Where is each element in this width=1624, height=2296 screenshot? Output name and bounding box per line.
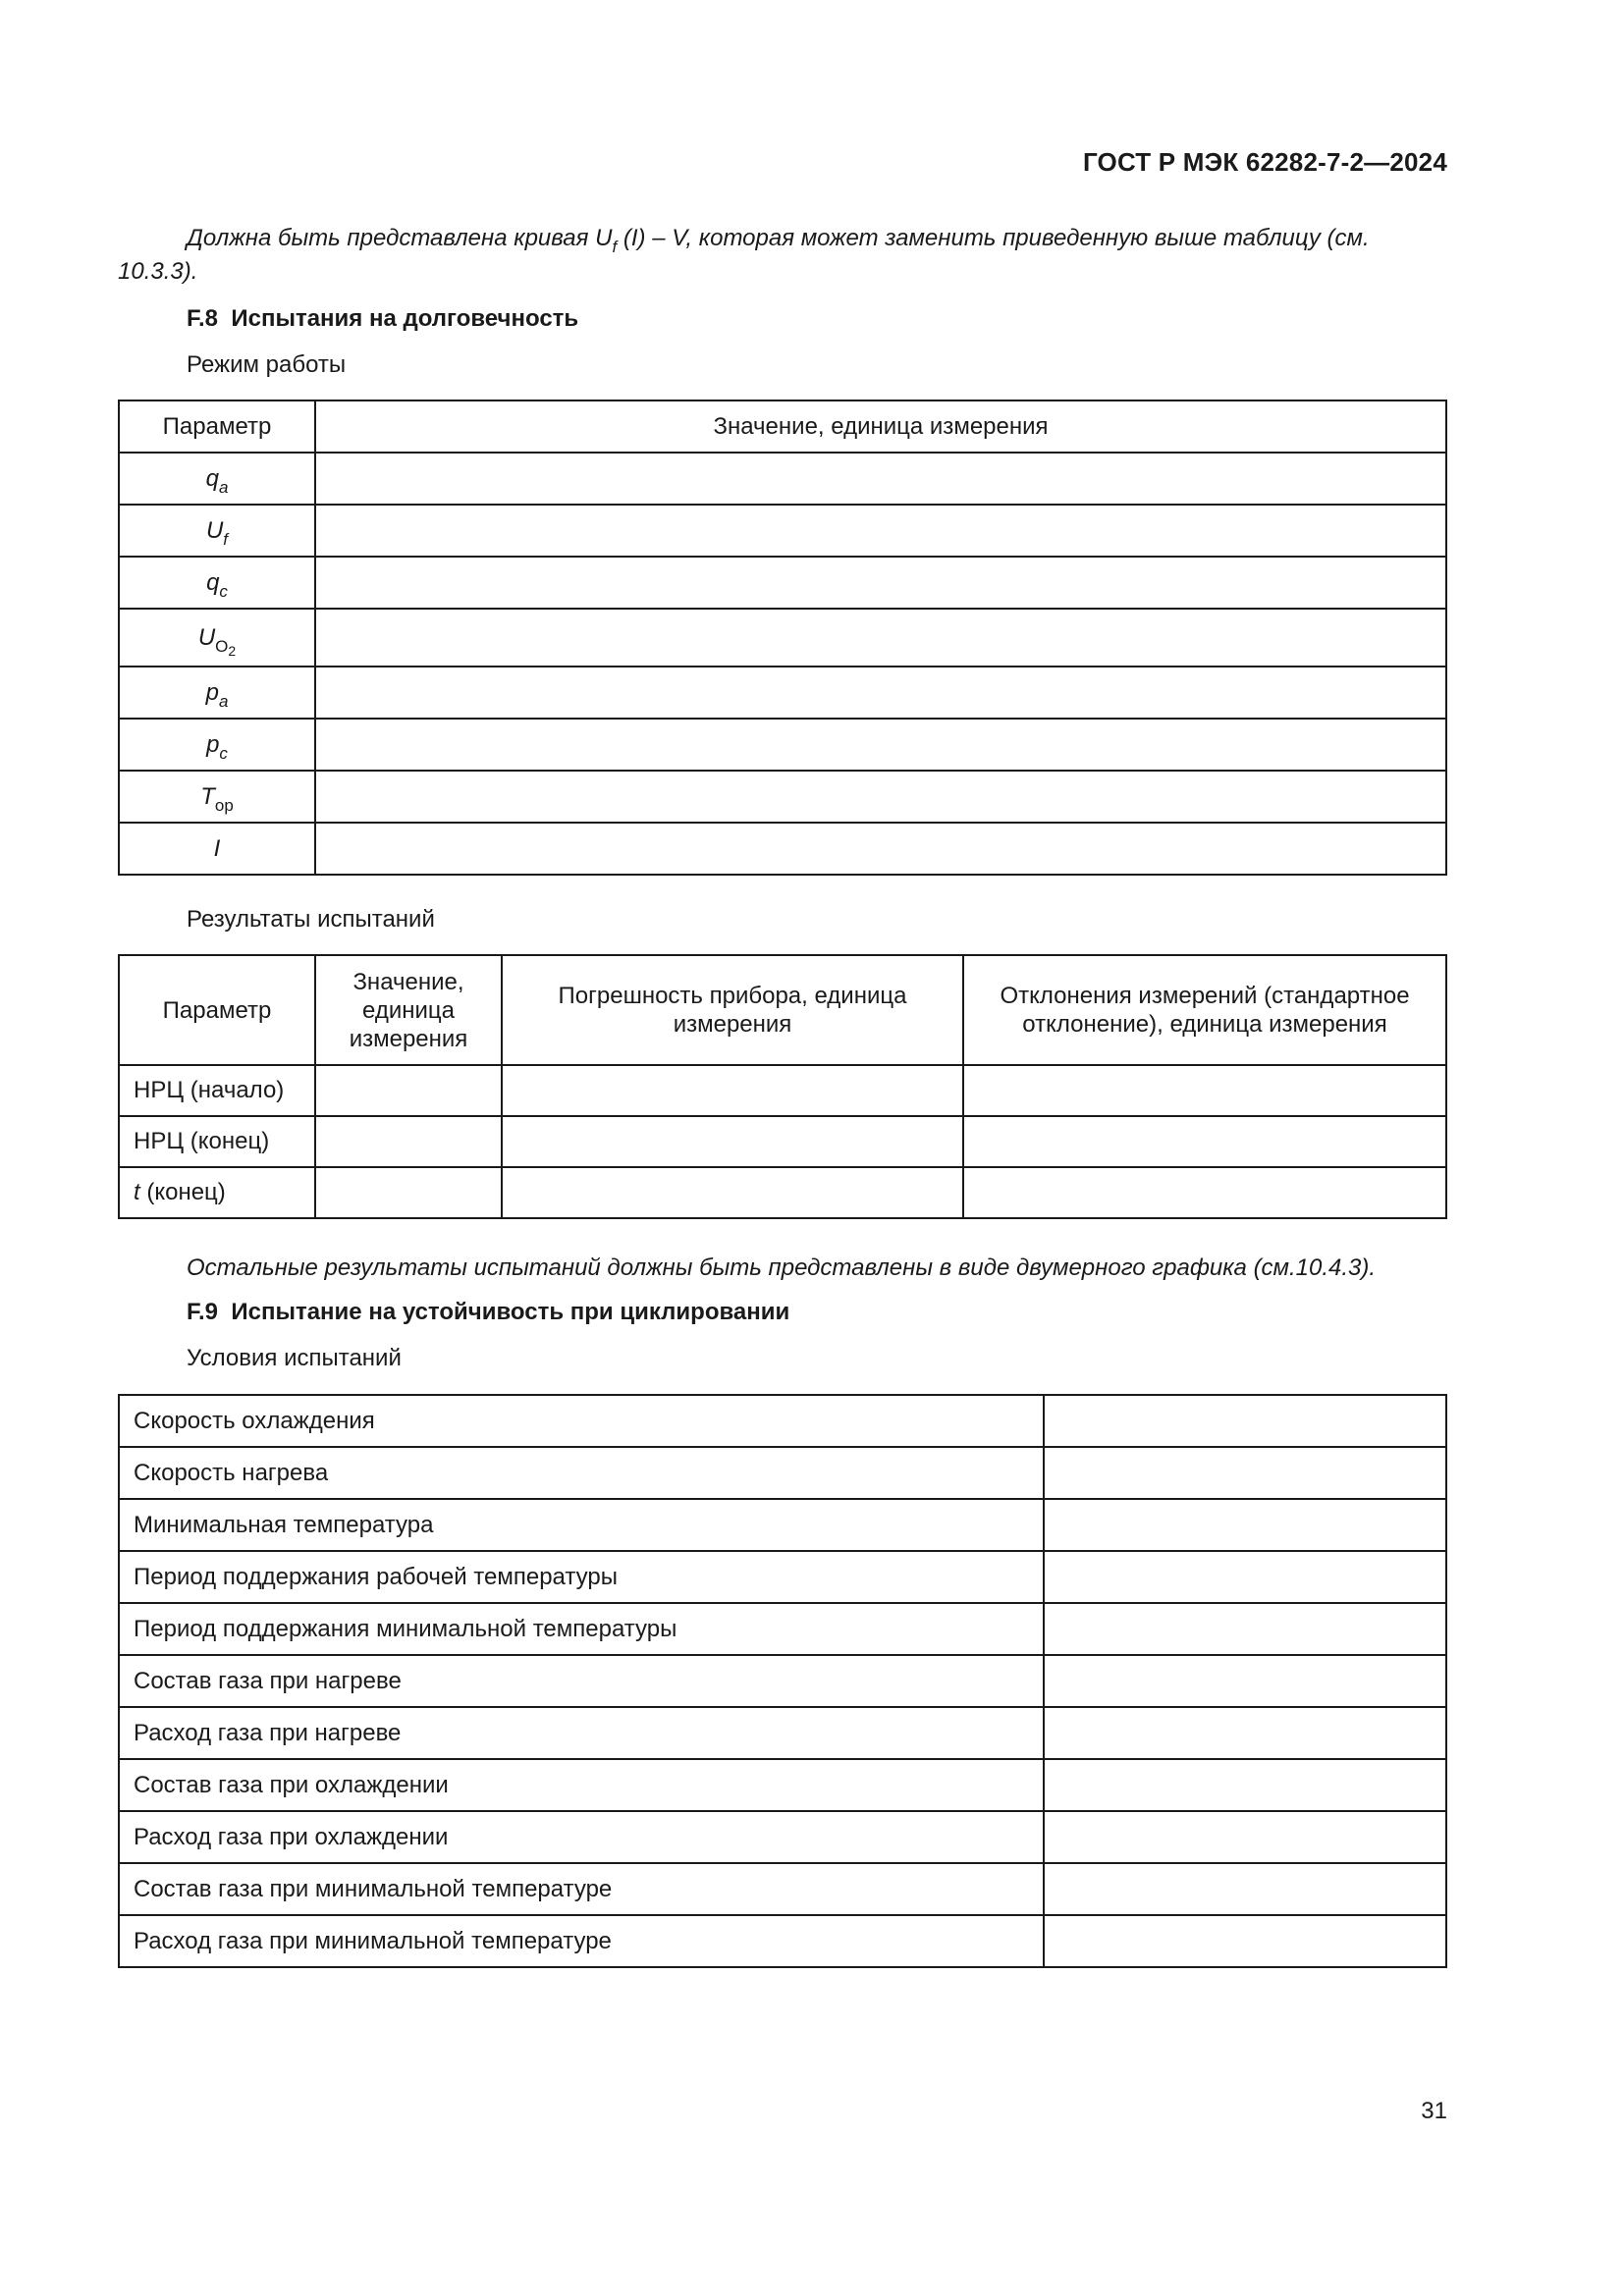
table-row (119, 1551, 1446, 1603)
condition-value (1044, 1759, 1446, 1811)
parameter-italic: t (134, 1179, 140, 1205)
column-header: Параметр (119, 400, 315, 453)
condition-value (1044, 1655, 1446, 1707)
condition-label: Скорость нагрева (119, 1447, 1044, 1499)
condition-label: Состав газа при охлаждении (119, 1759, 1044, 1811)
condition-label: Скорость охлаждения (119, 1395, 1044, 1447)
page-number: 31 (1421, 2098, 1447, 2124)
error-cell (502, 1167, 963, 1218)
condition-label: Расход газа при охлаждении (119, 1811, 1044, 1863)
condition-label: Состав газа при минимальной температуре (119, 1863, 1044, 1915)
section-number: F.8 (187, 305, 219, 332)
parameter-symbol (119, 505, 315, 557)
value-cell (315, 1167, 502, 1218)
section-number: F.9 (187, 1299, 219, 1325)
condition-value (1044, 1395, 1446, 1447)
condition-value (1044, 1811, 1446, 1863)
table-row (119, 557, 1446, 609)
parameter-symbol (119, 609, 315, 667)
parameter-text: НРЦ (конец) (134, 1128, 270, 1154)
table-row (119, 1116, 1446, 1167)
test-conditions-table (118, 1394, 1447, 1968)
condition-label: Период поддержания рабочей температуры (119, 1551, 1044, 1603)
column-header: Значение, единица измерения (315, 955, 502, 1065)
symbol-main: T (200, 782, 215, 810)
symbol-main: I (213, 834, 221, 862)
results-note: Остальные результаты испытаний должны быть представлены в виде двумерного графика (см.10.4.3). (187, 1255, 1377, 1281)
parameter-text: НРЦ (начало) (134, 1077, 285, 1103)
error-cell (502, 1116, 963, 1167)
standard-header: ГОСТ Р МЭК 62282-7-2—2024 (1082, 147, 1447, 177)
condition-value (1044, 1551, 1446, 1603)
symbol-main: U (197, 623, 216, 651)
table-row (119, 1167, 1446, 1218)
intro-paragraph (118, 222, 1448, 289)
column-header: Значение, единица измерения (315, 400, 1446, 453)
symbol-subscript: op (214, 795, 234, 815)
deviation-cell (963, 1167, 1446, 1218)
condition-value (1044, 1915, 1446, 1967)
value-cell (315, 609, 1446, 667)
symbol-main: p (206, 730, 220, 758)
parameter-symbol (119, 667, 315, 719)
intro-text-2: ( (617, 225, 631, 251)
parameter-cell (119, 1167, 315, 1218)
table-row (119, 1811, 1446, 1863)
table-row (119, 1707, 1446, 1759)
symbol-subscript: c (219, 743, 228, 763)
operating-mode-table (118, 400, 1447, 876)
symbol-main: p (205, 678, 219, 706)
parameter-symbol (119, 771, 315, 823)
table-row (119, 1447, 1446, 1499)
column-header: Отклонения измерений (стандартное отклонение), единица измерения (963, 955, 1446, 1065)
table-row (119, 719, 1446, 771)
value-cell (315, 1116, 502, 1167)
condition-value (1044, 1499, 1446, 1551)
parameter-symbol (119, 823, 315, 875)
table-header-row (119, 955, 1446, 1065)
condition-label: Расход газа при минимальной температуре (119, 1915, 1044, 1967)
results-label: Результаты испытаний (187, 906, 435, 933)
table-row (119, 1499, 1446, 1551)
parameter-symbol (119, 453, 315, 505)
section-f8-heading (187, 305, 578, 333)
mode-label: Режим работы (187, 351, 347, 378)
value-cell (315, 1065, 502, 1116)
value-cell (315, 771, 1446, 823)
section-f9-heading (187, 1299, 789, 1326)
value-cell (315, 667, 1446, 719)
intro-symbol-sub: f (612, 238, 618, 256)
parameter-symbol (119, 719, 315, 771)
parameter-symbol (119, 557, 315, 609)
parameter-text: (конец) (139, 1179, 226, 1205)
table-row (119, 1759, 1446, 1811)
value-cell (315, 505, 1446, 557)
test-results-table (118, 954, 1447, 1219)
intro-symbol-u: U (595, 225, 613, 251)
column-header: Погрешность прибора, единица измерения (502, 955, 963, 1065)
condition-label: Расход газа при нагреве (119, 1707, 1044, 1759)
deviation-cell (963, 1116, 1446, 1167)
condition-value (1044, 1863, 1446, 1915)
table-row (119, 1065, 1446, 1116)
table-row (119, 667, 1446, 719)
table-row (119, 453, 1446, 505)
symbol-main: q (205, 464, 219, 492)
symbol-subscript (215, 636, 237, 659)
symbol-subscript: a (218, 691, 229, 711)
condition-label: Состав газа при нагреве (119, 1655, 1044, 1707)
condition-label: Минимальная температура (119, 1499, 1044, 1551)
table-row (119, 1395, 1446, 1447)
symbol-main: q (206, 568, 220, 596)
table-row (119, 609, 1446, 667)
intro-symbol-i: I (630, 225, 638, 251)
section-title: Испытания на долговечность (231, 305, 579, 332)
parameter-cell (119, 1065, 315, 1116)
symbol-subscript-letter: O (215, 636, 229, 656)
condition-value (1044, 1603, 1446, 1655)
symbol-subscript: c (219, 581, 228, 601)
column-header: Параметр (119, 955, 315, 1065)
symbol-subscript: f (223, 529, 229, 549)
parameter-cell (119, 1116, 315, 1167)
section-title: Испытание на устойчивость при циклировании (231, 1299, 790, 1325)
intro-text-3: ) – V, которая может заменить приведенную выше таблицу (см. 10.3.3). (118, 225, 1370, 285)
value-cell (315, 823, 1446, 875)
table-row (119, 823, 1446, 875)
table-header-row (119, 400, 1446, 453)
conditions-label: Условия испытаний (187, 1345, 402, 1371)
value-cell (315, 719, 1446, 771)
symbol-subscript-digit: 2 (228, 642, 237, 659)
table-row (119, 1915, 1446, 1967)
table-row (119, 1863, 1446, 1915)
condition-label: Период поддержания минимальной температуры (119, 1603, 1044, 1655)
table-row (119, 505, 1446, 557)
value-cell (315, 453, 1446, 505)
error-cell (502, 1065, 963, 1116)
table-row (119, 1603, 1446, 1655)
value-cell (315, 557, 1446, 609)
symbol-main: U (205, 516, 224, 544)
table-row (119, 1655, 1446, 1707)
symbol-subscript: a (218, 477, 229, 497)
intro-text-1: Должна быть представлена кривая (187, 225, 596, 251)
deviation-cell (963, 1065, 1446, 1116)
condition-value (1044, 1447, 1446, 1499)
table-row (119, 771, 1446, 823)
condition-value (1044, 1707, 1446, 1759)
